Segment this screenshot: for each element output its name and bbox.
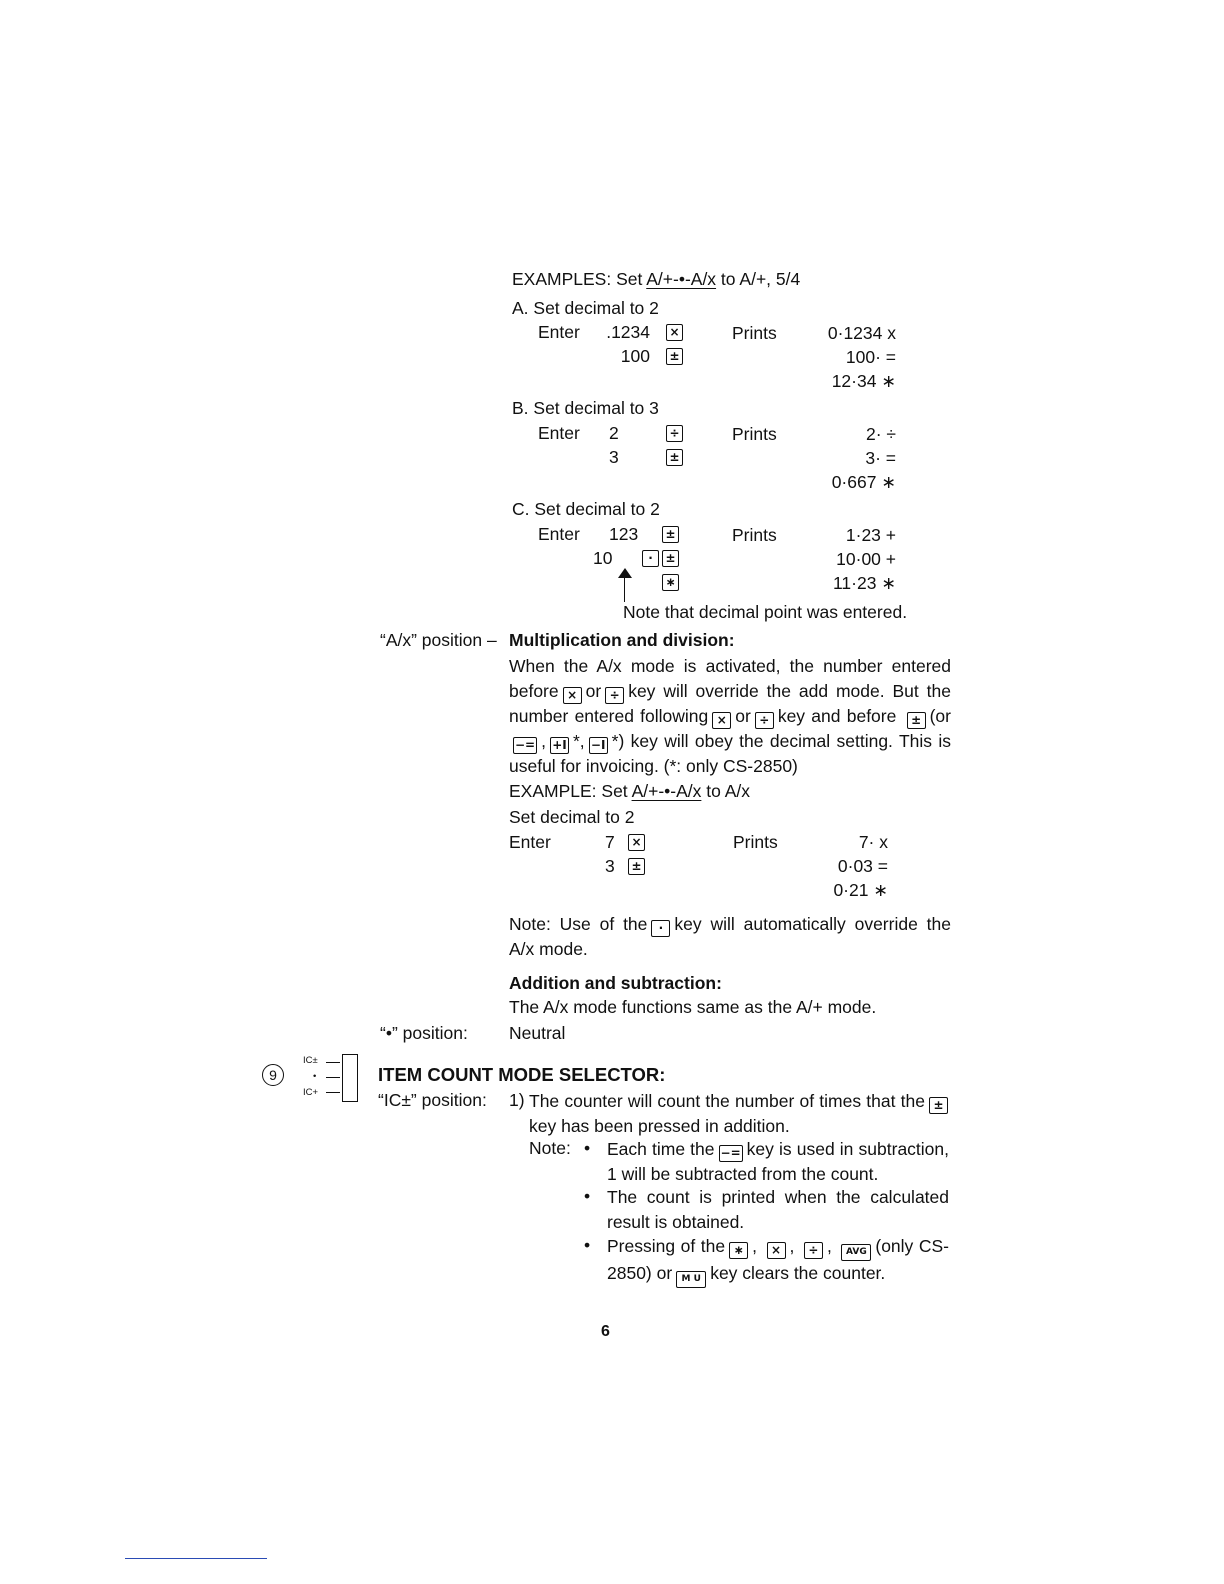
ax-example-prints: Prints — [733, 832, 778, 852]
arrow-up-icon — [618, 568, 632, 578]
example-b-input-2: 3 — [609, 447, 619, 467]
divide-key-icon: ÷ — [804, 1242, 823, 1259]
multiply-key-icon: × — [666, 324, 683, 341]
example-a-output-3: 12·34 ∗ — [831, 371, 896, 391]
example-b-title: B. Set decimal to 3 — [512, 398, 659, 418]
example-a-enter: Enter — [538, 322, 580, 342]
example-c-prints: Prints — [732, 525, 777, 545]
mu-key-icon: M U — [676, 1271, 706, 1288]
ax-example-input-2: 3 — [605, 856, 615, 876]
ax-text-6: (or — [929, 705, 951, 726]
example-a-input-1: .1234 — [606, 322, 650, 342]
plus-i-key-icon: +I — [550, 737, 569, 754]
ic-text-1: The counter will count the number of times that the — [529, 1091, 925, 1111]
example-c-input-2: 10 — [593, 548, 613, 568]
add-sub-heading: Addition and subtraction: — [509, 973, 722, 993]
examples-switch-label: A/+-•-A/x — [646, 269, 717, 289]
example-c-output-2: 10·00 + — [836, 549, 896, 569]
ax-heading: Multiplication and division: — [509, 630, 735, 650]
ic-bullet-3-text-b: (only CS-2850) or — [607, 1236, 949, 1283]
bullet-icon: • — [584, 1235, 591, 1255]
ax-text-4: or — [735, 705, 751, 726]
ax-text-3: key will override the add mode. But the number entered following — [509, 680, 951, 726]
switch-tick — [326, 1077, 340, 1078]
plus-minus-key-icon: ± — [666, 348, 683, 365]
examples-prefix: EXAMPLES: Set — [512, 269, 647, 289]
ax-text-5: key and before — [777, 705, 897, 726]
ic-bullet-3-text-a: Pressing of the — [607, 1236, 726, 1256]
ax-example-output-3: 0·21 ∗ — [833, 880, 888, 900]
example-a-output-1: 0·1234 x — [827, 323, 896, 343]
ax-paragraph — [509, 654, 951, 778]
ax-example-output-1: 7· x — [858, 832, 888, 852]
divide-key-icon: ÷ — [755, 712, 774, 729]
plus-minus-key-icon: ± — [666, 449, 683, 466]
example-c-input-1: 123 — [609, 524, 639, 544]
example-b-output-1: 2· ÷ — [865, 424, 896, 444]
multiply-key-icon: × — [712, 712, 731, 729]
example-b-output-3: 0·667 ∗ — [831, 472, 896, 492]
ic-bullet-3: Pressing of the ∗ , × , ÷ , AVG (only CS-2850) or M U key clears the counter. — [607, 1234, 949, 1288]
example-a-output-2: 100· = — [845, 347, 896, 367]
plus-minus-key-icon: ± — [907, 712, 926, 729]
example-c-title: C. Set decimal to 2 — [512, 499, 660, 519]
ic-bullet-2: The count is printed when the calculated result is obtained. — [607, 1187, 949, 1232]
ic-note-label: Note: — [529, 1138, 571, 1158]
example-b-prints: Prints — [732, 424, 777, 444]
ax-note — [509, 912, 951, 962]
ic-text-2: key has been pressed in addition. — [529, 1116, 790, 1136]
avg-key-icon: AVG — [841, 1244, 871, 1261]
ic-bullet-1-text-a: Each time the — [607, 1139, 715, 1159]
total-key-icon: ∗ — [729, 1242, 748, 1259]
ax-text-2: or — [585, 680, 602, 701]
ax-text-9: *) key will obey the decimal setting. This is useful for invoicing. (*: only CS-2850) — [509, 730, 951, 776]
page-number: 6 — [601, 1323, 610, 1340]
ax-text-8: *, — [572, 730, 585, 751]
ic-position-label: “IC±” position: — [378, 1090, 487, 1110]
example-b-enter: Enter — [538, 423, 580, 443]
minus-equals-key-icon: −= — [720, 1146, 741, 1160]
arrow-shaft — [624, 572, 625, 602]
plus-minus-key-icon: ± — [662, 550, 679, 567]
item-count-heading: ITEM COUNT MODE SELECTOR: — [378, 1064, 666, 1085]
neutral-position-label: “•” position: — [380, 1023, 468, 1043]
plus-minus-key-icon: ± — [929, 1097, 948, 1114]
neutral-position-value: Neutral — [509, 1023, 566, 1043]
item-count-switch-icon — [342, 1054, 358, 1102]
ax-example-switch: A/+-•-A/x — [631, 781, 702, 801]
plus-minus-key-icon: ± — [662, 526, 679, 543]
example-c-note: Note that decimal point was entered. — [623, 602, 908, 622]
plus-minus-key-icon: ± — [628, 858, 645, 875]
example-c-enter: Enter — [538, 524, 580, 544]
switch-tick — [326, 1092, 340, 1093]
decimal-point-key-icon: · — [651, 920, 670, 937]
multiply-key-icon: × — [767, 1242, 786, 1259]
minus-equals-key-icon: −= — [515, 737, 536, 752]
bullet-icon: • — [584, 1138, 591, 1158]
ax-example-prefix: EXAMPLE: Set — [509, 781, 632, 801]
ax-note-text-2: key will automatically override the A/x mode. — [509, 914, 951, 959]
example-b-input-1: 2 — [609, 423, 619, 443]
switch-label-ic-plus: IC+ — [303, 1087, 319, 1098]
total-key-icon: ∗ — [662, 574, 679, 591]
multiply-key-icon: × — [628, 834, 645, 851]
ax-example-set: Set decimal to 2 — [509, 807, 635, 827]
switch-label-neutral: • — [313, 1071, 317, 1082]
ic-paragraph-1 — [529, 1089, 952, 1139]
multiply-key-icon: × — [563, 687, 582, 704]
ic-bullet-1-text-b: key is used in subtraction, 1 will be subtracted from the count. — [607, 1139, 949, 1184]
divide-key-icon: ÷ — [605, 687, 624, 704]
add-sub-text: The A/x mode functions same as the A/+ mode. — [509, 997, 877, 1017]
example-a-title: A. Set decimal to 2 — [512, 298, 659, 318]
ax-note-text-1: Note: Use of the — [509, 914, 648, 934]
minus-i-key-icon: −I — [589, 737, 608, 754]
example-a-prints: Prints — [732, 323, 777, 343]
section-number: 9 — [262, 1064, 284, 1086]
ax-position-label: “A/x” position – — [380, 630, 497, 650]
ax-example-heading — [509, 780, 750, 802]
example-b-output-2: 3· = — [865, 448, 896, 468]
ax-example-suffix: to A/x — [701, 781, 751, 801]
bottom-divider — [125, 1558, 267, 1559]
bullet-icon: • — [584, 1186, 591, 1206]
example-c-output-3: 11·23 ∗ — [833, 573, 896, 593]
example-a-input-2: 100 — [620, 346, 650, 366]
ax-text-7: , — [541, 730, 546, 751]
ic-bullet-1 — [607, 1137, 949, 1187]
switch-label-ic-plusminus: IC± — [303, 1055, 318, 1066]
divide-key-icon: ÷ — [666, 425, 683, 442]
ic-bullet-3-text-c: key clears the counter. — [710, 1263, 886, 1283]
switch-tick — [326, 1062, 340, 1063]
examples-heading — [512, 268, 800, 290]
ic-item-number: 1) — [509, 1090, 525, 1110]
ax-example-output-2: 0·03 = — [837, 856, 888, 876]
decimal-point-key-icon: · — [642, 550, 659, 567]
example-c-output-1: 1·23 + — [845, 525, 896, 545]
ax-text-1: When the A/x mode is activated, the number entered before — [509, 656, 951, 701]
examples-suffix: to A/+, 5/4 — [716, 269, 801, 289]
ax-example-enter: Enter — [509, 832, 551, 852]
ax-example-input-1: 7 — [605, 832, 615, 852]
